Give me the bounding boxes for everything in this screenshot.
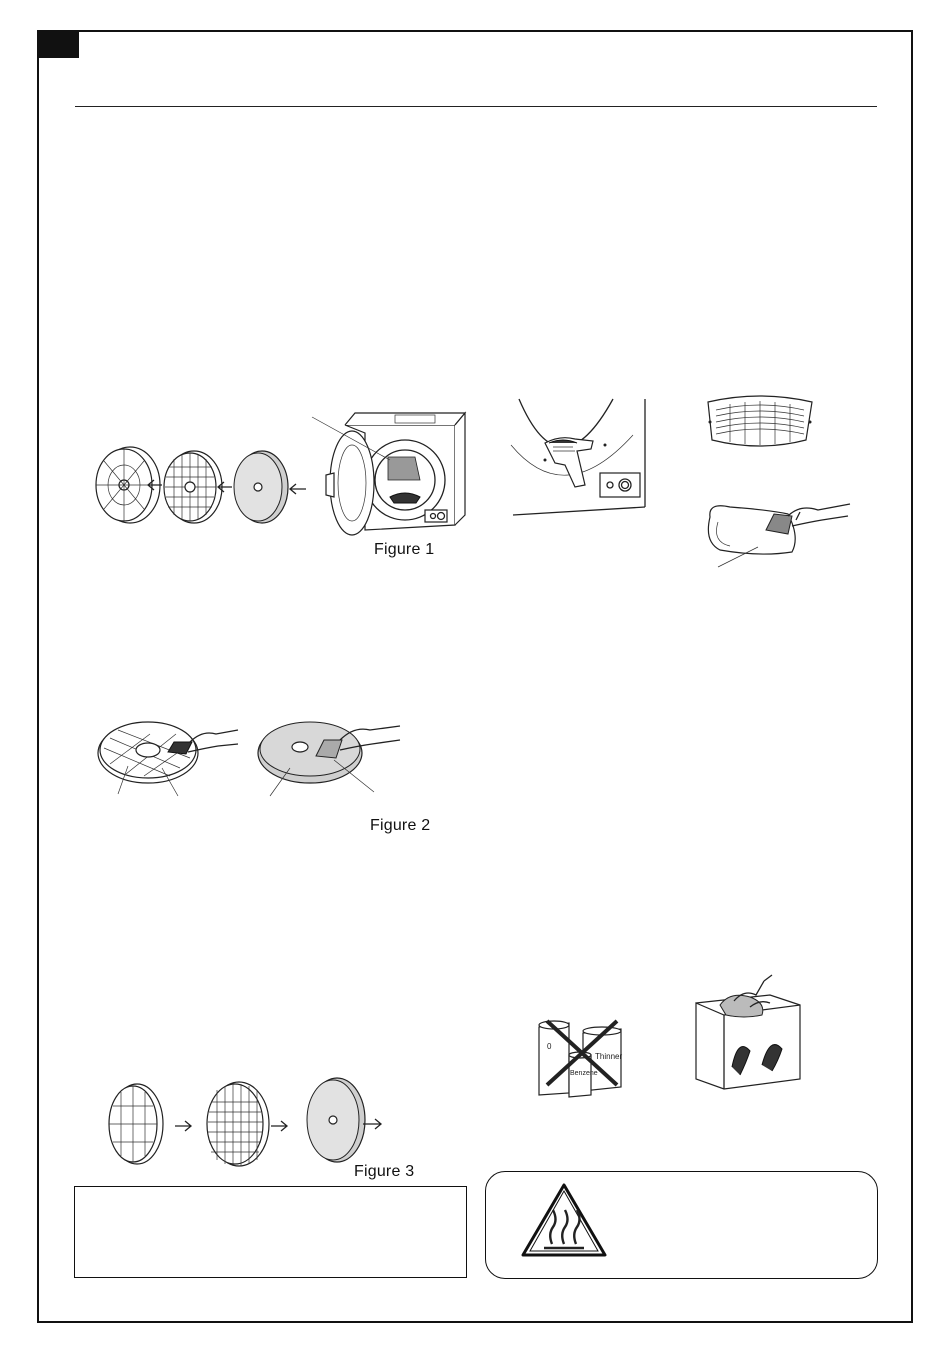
- foam-filter-icon: [234, 451, 288, 523]
- warning-box: [485, 1171, 878, 1279]
- filter-pad-with-hand-icon: [708, 504, 850, 567]
- filter-frame-icon: [109, 1084, 163, 1164]
- wipe-dryer-illustration: [690, 975, 805, 1095]
- figure3-caption: Figure 3: [354, 1163, 415, 1180]
- figure1-caption: Figure 1: [374, 541, 435, 558]
- header-rule: [75, 106, 877, 107]
- figure3-illustration: [105, 1072, 395, 1172]
- can-label-right: Thinner: [595, 1052, 623, 1061]
- mesh-filter-cleaning-icon: [98, 722, 238, 796]
- can-label-left: 0: [547, 1042, 552, 1051]
- foam-filter-icon: [307, 1078, 365, 1162]
- dryer-open-door-icon: [312, 413, 465, 535]
- mesh-filter-icon: [207, 1082, 269, 1166]
- arrow-icon: [175, 1121, 191, 1131]
- solvent-cans-icon: [539, 1021, 622, 1097]
- foam-filter-cleaning-icon: [258, 722, 400, 796]
- control-panel-icon: [600, 473, 640, 497]
- mesh-filter-icon: [164, 451, 222, 523]
- figure1-illustration: [90, 405, 470, 550]
- figure2-illustration: [90, 718, 430, 800]
- hot-surface-warning-icon: [520, 1182, 608, 1258]
- note-box: [74, 1186, 467, 1278]
- grille-cleaning-illustration: [700, 392, 860, 577]
- dryer-filter-removal-illustration: [505, 395, 655, 520]
- can-label-front: Benzene: [570, 1070, 598, 1077]
- solvent-cans-illustration: [525, 1015, 635, 1100]
- vent-grille-icon: [708, 396, 812, 446]
- arrow-icon: [271, 1121, 287, 1131]
- page-corner-tab: [37, 30, 79, 58]
- arrow-icon: [363, 1119, 381, 1129]
- arrow-icon: [290, 484, 306, 494]
- figure2-caption: Figure 2: [370, 817, 431, 834]
- hand-icon: [545, 438, 593, 487]
